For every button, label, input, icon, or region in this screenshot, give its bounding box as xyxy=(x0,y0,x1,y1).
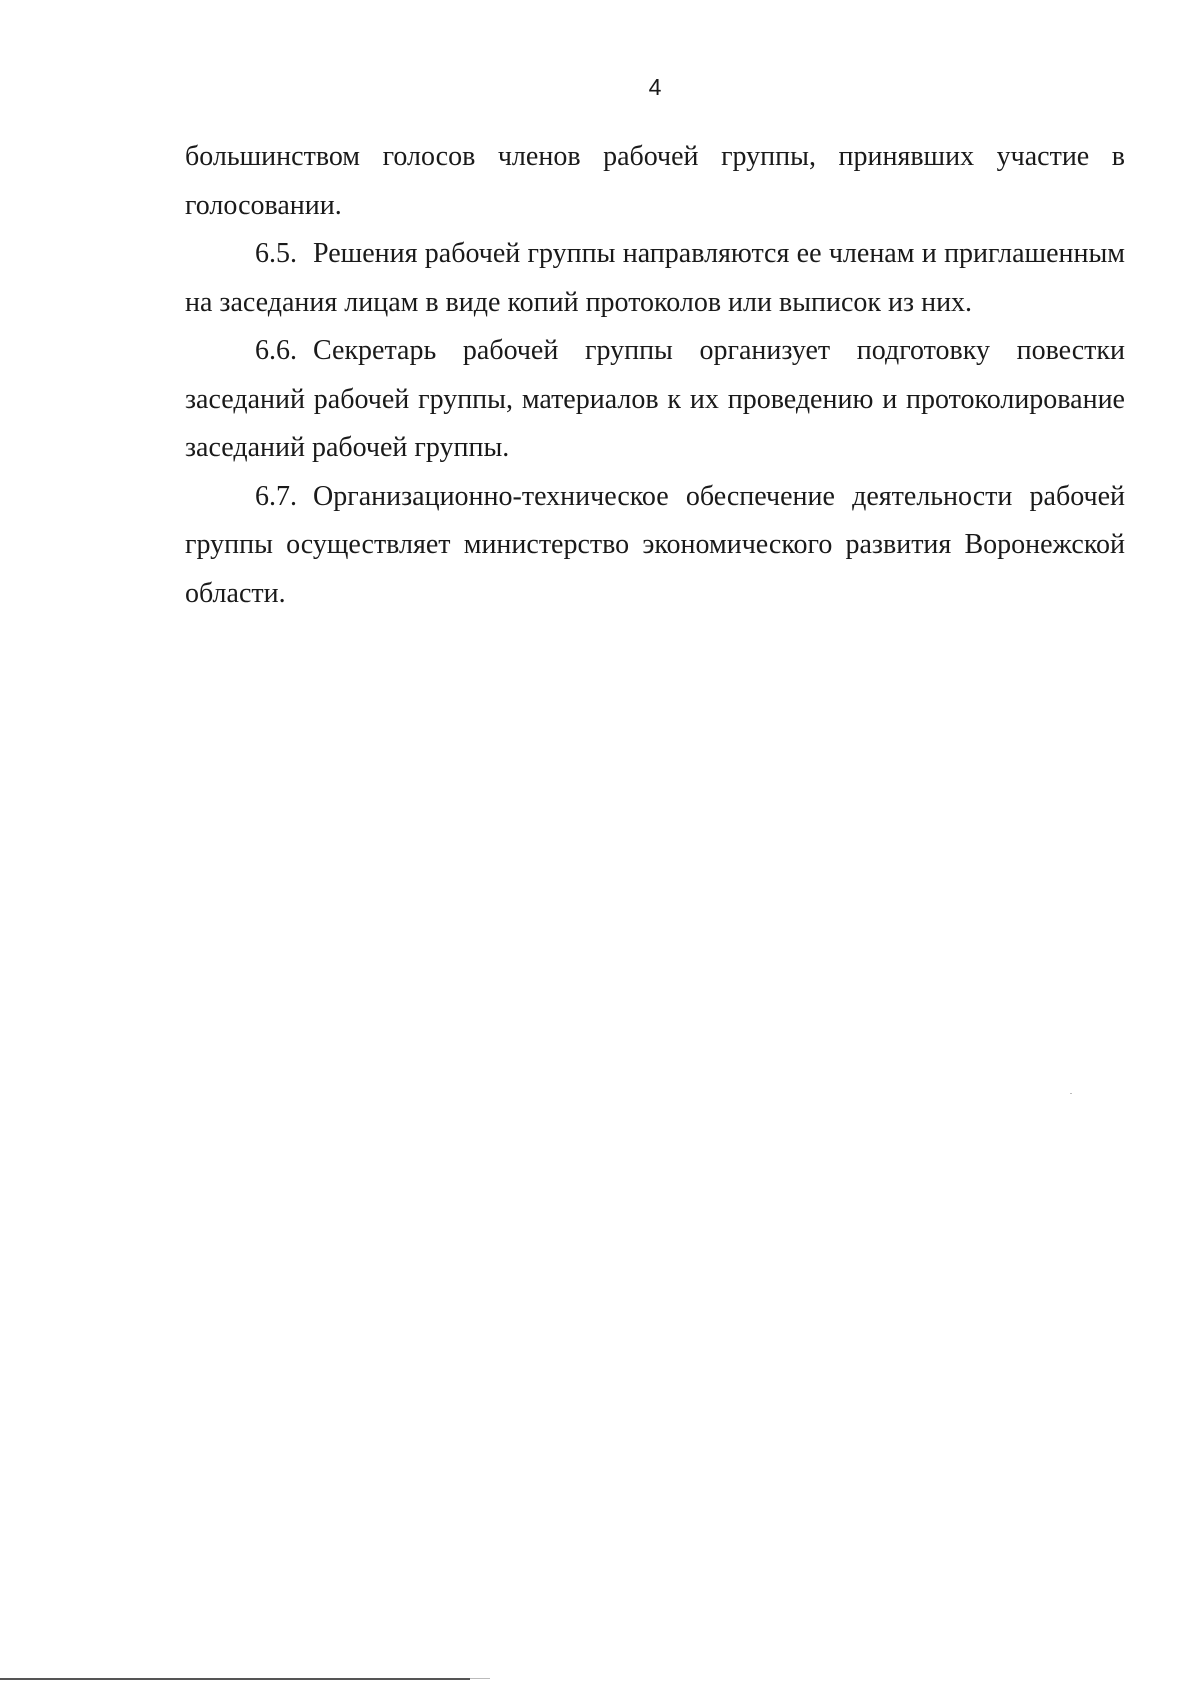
paragraph-6-5 xyxy=(185,230,1125,327)
document-body xyxy=(185,133,1125,618)
footer-rule xyxy=(0,1678,470,1680)
scan-speck xyxy=(1070,1093,1072,1094)
paragraph-text: Решения рабочей группы направляются ее членам и приглашенным на заседания лицам в виде копий протоколов или выписок из них. xyxy=(185,238,1125,318)
paragraph-text: Секретарь рабочей группы организует подготовку повестки заседаний рабочей группы, материалов к их проведению и протоколирование заседаний рабочей группы. xyxy=(185,335,1125,463)
footer-rule-faint xyxy=(470,1678,490,1679)
paragraph-continuation: большинством голосов членов рабочей группы, принявших участие в голосовании. xyxy=(185,141,1125,221)
paragraph-number: 6.7. xyxy=(255,480,297,512)
paragraph-number: 6.5. xyxy=(255,238,297,269)
paragraph-6-7 xyxy=(185,473,1125,619)
paragraph-6-6 xyxy=(185,327,1125,473)
page-number: 4 xyxy=(648,74,662,100)
paragraph-text: Организационно-техническое обеспечение деятельности рабочей группы осуществляет министерство экономического развития Воронежской области. xyxy=(185,480,1125,609)
paragraph-number: 6.6. xyxy=(255,335,297,366)
